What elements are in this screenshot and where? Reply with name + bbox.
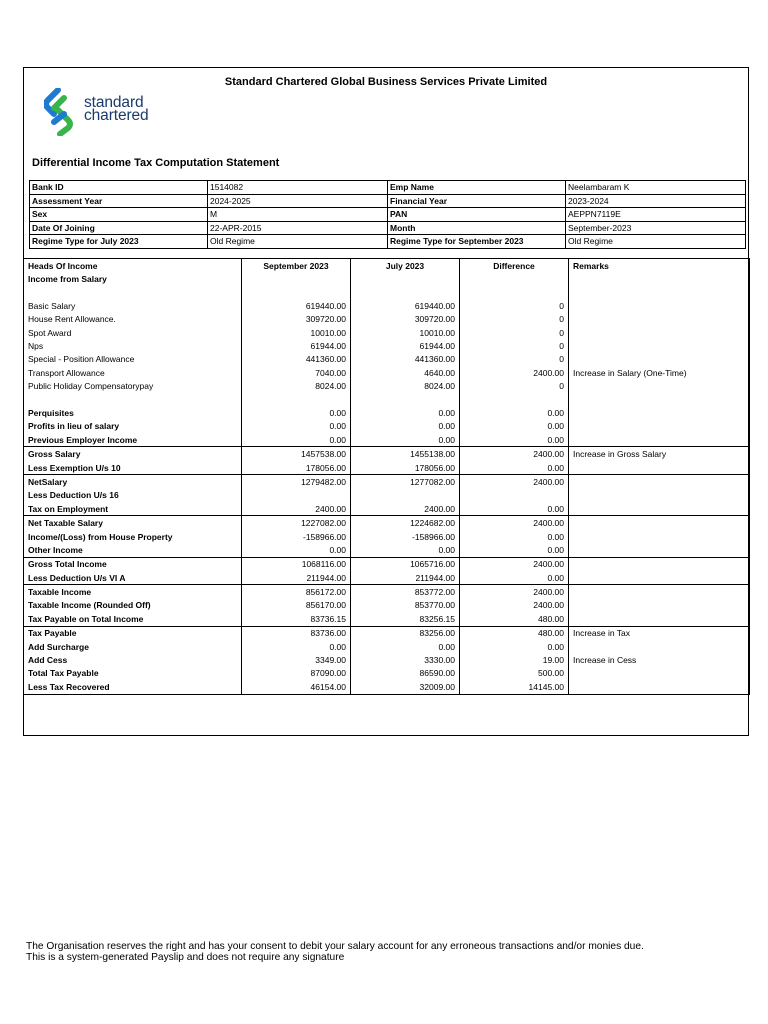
remark bbox=[569, 272, 750, 285]
july-value: 619440.00 bbox=[351, 299, 460, 312]
difference-value: 0 bbox=[460, 380, 569, 393]
july-value bbox=[351, 286, 460, 299]
remark bbox=[569, 530, 750, 543]
row-label: House Rent Allowance. bbox=[24, 313, 242, 326]
september-value: 856172.00 bbox=[242, 585, 351, 599]
column-header: Heads Of Income bbox=[24, 259, 242, 273]
september-value: 8024.00 bbox=[242, 380, 351, 393]
september-value: 61944.00 bbox=[242, 339, 351, 352]
difference-value: 2400.00 bbox=[460, 366, 569, 379]
difference-value: 2400.00 bbox=[460, 557, 569, 571]
table-row bbox=[24, 626, 750, 640]
row-label: Profits in lieu of salary bbox=[24, 420, 242, 433]
table-row bbox=[24, 447, 750, 461]
table-row bbox=[24, 299, 750, 312]
september-value: 0.00 bbox=[242, 640, 351, 653]
july-value: 211944.00 bbox=[351, 571, 460, 585]
september-value bbox=[242, 393, 351, 406]
difference-value bbox=[460, 393, 569, 406]
info-value: M bbox=[208, 208, 388, 222]
july-value: 309720.00 bbox=[351, 313, 460, 326]
statement-title: Differential Income Tax Computation Statement bbox=[32, 157, 280, 169]
row-label: Nps bbox=[24, 339, 242, 352]
info-row bbox=[30, 235, 746, 249]
info-value: AEPPN7119E bbox=[566, 208, 746, 222]
table-row bbox=[24, 502, 750, 516]
september-value: 0.00 bbox=[242, 406, 351, 419]
september-value: 0.00 bbox=[242, 543, 351, 557]
table-row bbox=[24, 599, 750, 612]
remark bbox=[569, 313, 750, 326]
info-label: Sex bbox=[30, 208, 208, 222]
logo-line-2: chartered bbox=[84, 107, 149, 124]
july-value: 1065716.00 bbox=[351, 557, 460, 571]
september-value: 7040.00 bbox=[242, 366, 351, 379]
table-row bbox=[24, 272, 750, 285]
difference-value: 2400.00 bbox=[460, 599, 569, 612]
info-row bbox=[30, 194, 746, 208]
september-value: 83736.00 bbox=[242, 626, 351, 640]
company-name: Standard Chartered Global Business Services Private Limited bbox=[224, 76, 548, 88]
remark: Increase in Gross Salary bbox=[569, 447, 750, 461]
table-row bbox=[24, 433, 750, 447]
september-value: 1279482.00 bbox=[242, 475, 351, 489]
table-row bbox=[24, 653, 750, 666]
column-header: September 2023 bbox=[242, 259, 351, 273]
difference-value: 0 bbox=[460, 339, 569, 352]
table-row bbox=[24, 420, 750, 433]
july-value: 4640.00 bbox=[351, 366, 460, 379]
table-row bbox=[24, 489, 750, 502]
info-row bbox=[30, 221, 746, 235]
info-label: Financial Year bbox=[388, 194, 566, 208]
july-value: 32009.00 bbox=[351, 680, 460, 694]
table-row bbox=[24, 667, 750, 680]
logo-wordmark bbox=[84, 96, 149, 122]
table-row bbox=[24, 339, 750, 352]
remark bbox=[569, 380, 750, 393]
july-value: 178056.00 bbox=[351, 461, 460, 475]
tax-computation-table bbox=[23, 258, 750, 695]
row-label: NetSalary bbox=[24, 475, 242, 489]
row-label: Less Deduction U/s VI A bbox=[24, 571, 242, 585]
row-label: Less Exemption U/s 10 bbox=[24, 461, 242, 475]
july-value: 853770.00 bbox=[351, 599, 460, 612]
difference-value: 0.00 bbox=[460, 502, 569, 516]
row-label: Tax Payable bbox=[24, 626, 242, 640]
remark bbox=[569, 433, 750, 447]
statement-document bbox=[23, 67, 749, 736]
difference-value bbox=[460, 286, 569, 299]
info-value: September-2023 bbox=[566, 221, 746, 235]
standard-chartered-logo-icon bbox=[44, 88, 78, 136]
table-row bbox=[24, 286, 750, 299]
september-value bbox=[242, 489, 351, 502]
september-value: 619440.00 bbox=[242, 299, 351, 312]
september-value: 87090.00 bbox=[242, 667, 351, 680]
info-label: Regime Type for September 2023 bbox=[388, 235, 566, 249]
table-row bbox=[24, 406, 750, 419]
july-value: 1277082.00 bbox=[351, 475, 460, 489]
july-value: 1455138.00 bbox=[351, 447, 460, 461]
september-value bbox=[242, 286, 351, 299]
column-header: Difference bbox=[460, 259, 569, 273]
difference-value: 0.00 bbox=[460, 640, 569, 653]
info-value: 22-APR-2015 bbox=[208, 221, 388, 235]
july-value: 10010.00 bbox=[351, 326, 460, 339]
remark bbox=[569, 406, 750, 419]
table-row bbox=[24, 680, 750, 694]
info-label: Emp Name bbox=[388, 181, 566, 195]
remark bbox=[569, 502, 750, 516]
row-label: Tax on Employment bbox=[24, 502, 242, 516]
september-value: 83736.15 bbox=[242, 612, 351, 626]
remark bbox=[569, 353, 750, 366]
column-header: Remarks bbox=[569, 259, 750, 273]
remark: Increase in Tax bbox=[569, 626, 750, 640]
table-row bbox=[24, 353, 750, 366]
row-label: Less Deduction U/s 16 bbox=[24, 489, 242, 502]
july-value: 0.00 bbox=[351, 640, 460, 653]
difference-value: 0.00 bbox=[460, 571, 569, 585]
september-value: 3349.00 bbox=[242, 653, 351, 666]
july-value: 1224682.00 bbox=[351, 516, 460, 530]
july-value: 86590.00 bbox=[351, 667, 460, 680]
info-label: Regime Type for July 2023 bbox=[30, 235, 208, 249]
july-value bbox=[351, 272, 460, 285]
remark bbox=[569, 680, 750, 694]
difference-value: 480.00 bbox=[460, 626, 569, 640]
row-label: Other Income bbox=[24, 543, 242, 557]
table-row bbox=[24, 585, 750, 599]
september-value: 10010.00 bbox=[242, 326, 351, 339]
july-value: -158966.00 bbox=[351, 530, 460, 543]
column-header: July 2023 bbox=[351, 259, 460, 273]
row-label: Net Taxable Salary bbox=[24, 516, 242, 530]
table-row bbox=[24, 366, 750, 379]
table-row bbox=[24, 475, 750, 489]
table-row bbox=[24, 557, 750, 571]
remark bbox=[569, 516, 750, 530]
july-value: 0.00 bbox=[351, 406, 460, 419]
difference-value: 2400.00 bbox=[460, 475, 569, 489]
september-value: 46154.00 bbox=[242, 680, 351, 694]
difference-value bbox=[460, 272, 569, 285]
remark bbox=[569, 571, 750, 585]
employee-info-table bbox=[29, 180, 746, 249]
september-value: -158966.00 bbox=[242, 530, 351, 543]
row-label: Previous Employer Income bbox=[24, 433, 242, 447]
footer-line-2: This is a system-generated Payslip and does not require any signature bbox=[26, 952, 345, 963]
logo-line-1: standard bbox=[84, 94, 144, 111]
table-row bbox=[24, 571, 750, 585]
remark bbox=[569, 299, 750, 312]
table-header-row bbox=[24, 259, 750, 273]
table-row bbox=[24, 612, 750, 626]
remark bbox=[569, 286, 750, 299]
remark bbox=[569, 461, 750, 475]
remark bbox=[569, 489, 750, 502]
footer-notice bbox=[26, 941, 644, 963]
info-value: Old Regime bbox=[566, 235, 746, 249]
row-label: Spot Award bbox=[24, 326, 242, 339]
july-value bbox=[351, 393, 460, 406]
table-row bbox=[24, 530, 750, 543]
row-label: Tax Payable on Total Income bbox=[24, 612, 242, 626]
table-row bbox=[24, 640, 750, 653]
table-row bbox=[24, 543, 750, 557]
remark bbox=[569, 557, 750, 571]
difference-value: 0.00 bbox=[460, 406, 569, 419]
info-value: 2024-2025 bbox=[208, 194, 388, 208]
july-value: 83256.15 bbox=[351, 612, 460, 626]
july-value: 0.00 bbox=[351, 543, 460, 557]
july-value bbox=[351, 489, 460, 502]
row-label: Taxable Income (Rounded Off) bbox=[24, 599, 242, 612]
remark: Increase in Cess bbox=[569, 653, 750, 666]
september-value: 1457538.00 bbox=[242, 447, 351, 461]
table-row bbox=[24, 326, 750, 339]
table-row bbox=[24, 380, 750, 393]
difference-value: 0 bbox=[460, 353, 569, 366]
row-label: Perquisites bbox=[24, 406, 242, 419]
info-row bbox=[30, 181, 746, 195]
remark bbox=[569, 326, 750, 339]
table-row bbox=[24, 516, 750, 530]
july-value: 3330.00 bbox=[351, 653, 460, 666]
row-label bbox=[24, 393, 242, 406]
row-label: Transport Allowance bbox=[24, 366, 242, 379]
table-row bbox=[24, 393, 750, 406]
remark: Increase in Salary (One-Time) bbox=[569, 366, 750, 379]
july-value: 0.00 bbox=[351, 420, 460, 433]
row-label: Add Cess bbox=[24, 653, 242, 666]
info-label: Bank ID bbox=[30, 181, 208, 195]
september-value: 2400.00 bbox=[242, 502, 351, 516]
difference-value: 0 bbox=[460, 313, 569, 326]
july-value: 83256.00 bbox=[351, 626, 460, 640]
difference-value: 0.00 bbox=[460, 530, 569, 543]
company-logo bbox=[44, 88, 184, 138]
difference-value: 19.00 bbox=[460, 653, 569, 666]
info-value: 2023-2024 bbox=[566, 194, 746, 208]
july-value: 8024.00 bbox=[351, 380, 460, 393]
difference-value: 0.00 bbox=[460, 543, 569, 557]
july-value: 2400.00 bbox=[351, 502, 460, 516]
september-value: 0.00 bbox=[242, 433, 351, 447]
difference-value: 0 bbox=[460, 299, 569, 312]
remark bbox=[569, 543, 750, 557]
difference-value: 0 bbox=[460, 326, 569, 339]
row-label: Basic Salary bbox=[24, 299, 242, 312]
july-value: 61944.00 bbox=[351, 339, 460, 352]
row-label: Total Tax Payable bbox=[24, 667, 242, 680]
table-row bbox=[24, 461, 750, 475]
september-value: 1227082.00 bbox=[242, 516, 351, 530]
difference-value: 500.00 bbox=[460, 667, 569, 680]
september-value: 309720.00 bbox=[242, 313, 351, 326]
difference-value: 0.00 bbox=[460, 433, 569, 447]
july-value: 441360.00 bbox=[351, 353, 460, 366]
september-value: 178056.00 bbox=[242, 461, 351, 475]
difference-value: 480.00 bbox=[460, 612, 569, 626]
remark bbox=[569, 585, 750, 599]
september-value: 211944.00 bbox=[242, 571, 351, 585]
remark bbox=[569, 420, 750, 433]
difference-value: 0.00 bbox=[460, 420, 569, 433]
september-value: 0.00 bbox=[242, 420, 351, 433]
difference-value bbox=[460, 489, 569, 502]
info-row bbox=[30, 208, 746, 222]
remark bbox=[569, 475, 750, 489]
info-value: Neelambaram K bbox=[566, 181, 746, 195]
table-row bbox=[24, 313, 750, 326]
row-label: Less Tax Recovered bbox=[24, 680, 242, 694]
info-label: PAN bbox=[388, 208, 566, 222]
info-value: Old Regime bbox=[208, 235, 388, 249]
row-label: Public Holiday Compensatorypay bbox=[24, 380, 242, 393]
remark bbox=[569, 667, 750, 680]
remark bbox=[569, 393, 750, 406]
row-label: Gross Salary bbox=[24, 447, 242, 461]
remark bbox=[569, 339, 750, 352]
september-value: 856170.00 bbox=[242, 599, 351, 612]
difference-value: 2400.00 bbox=[460, 447, 569, 461]
remark bbox=[569, 599, 750, 612]
september-value: 441360.00 bbox=[242, 353, 351, 366]
remark bbox=[569, 640, 750, 653]
difference-value: 2400.00 bbox=[460, 585, 569, 599]
info-label: Date Of Joining bbox=[30, 221, 208, 235]
footer-line-1: The Organisation reserves the right and has your consent to debit your salary account for any erroneous transactions and/or monies due. bbox=[26, 941, 644, 952]
row-label bbox=[24, 286, 242, 299]
row-label: Gross Total Income bbox=[24, 557, 242, 571]
row-label: Income/(Loss) from House Property bbox=[24, 530, 242, 543]
september-value bbox=[242, 272, 351, 285]
difference-value: 0.00 bbox=[460, 461, 569, 475]
september-value: 1068116.00 bbox=[242, 557, 351, 571]
row-label: Special - Position Allowance bbox=[24, 353, 242, 366]
info-label: Assessment Year bbox=[30, 194, 208, 208]
july-value: 853772.00 bbox=[351, 585, 460, 599]
difference-value: 2400.00 bbox=[460, 516, 569, 530]
row-label: Add Surcharge bbox=[24, 640, 242, 653]
remark bbox=[569, 612, 750, 626]
difference-value: 14145.00 bbox=[460, 680, 569, 694]
july-value: 0.00 bbox=[351, 433, 460, 447]
row-label: Income from Salary bbox=[24, 272, 242, 285]
info-value: 1514082 bbox=[208, 181, 388, 195]
row-label: Taxable Income bbox=[24, 585, 242, 599]
info-label: Month bbox=[388, 221, 566, 235]
